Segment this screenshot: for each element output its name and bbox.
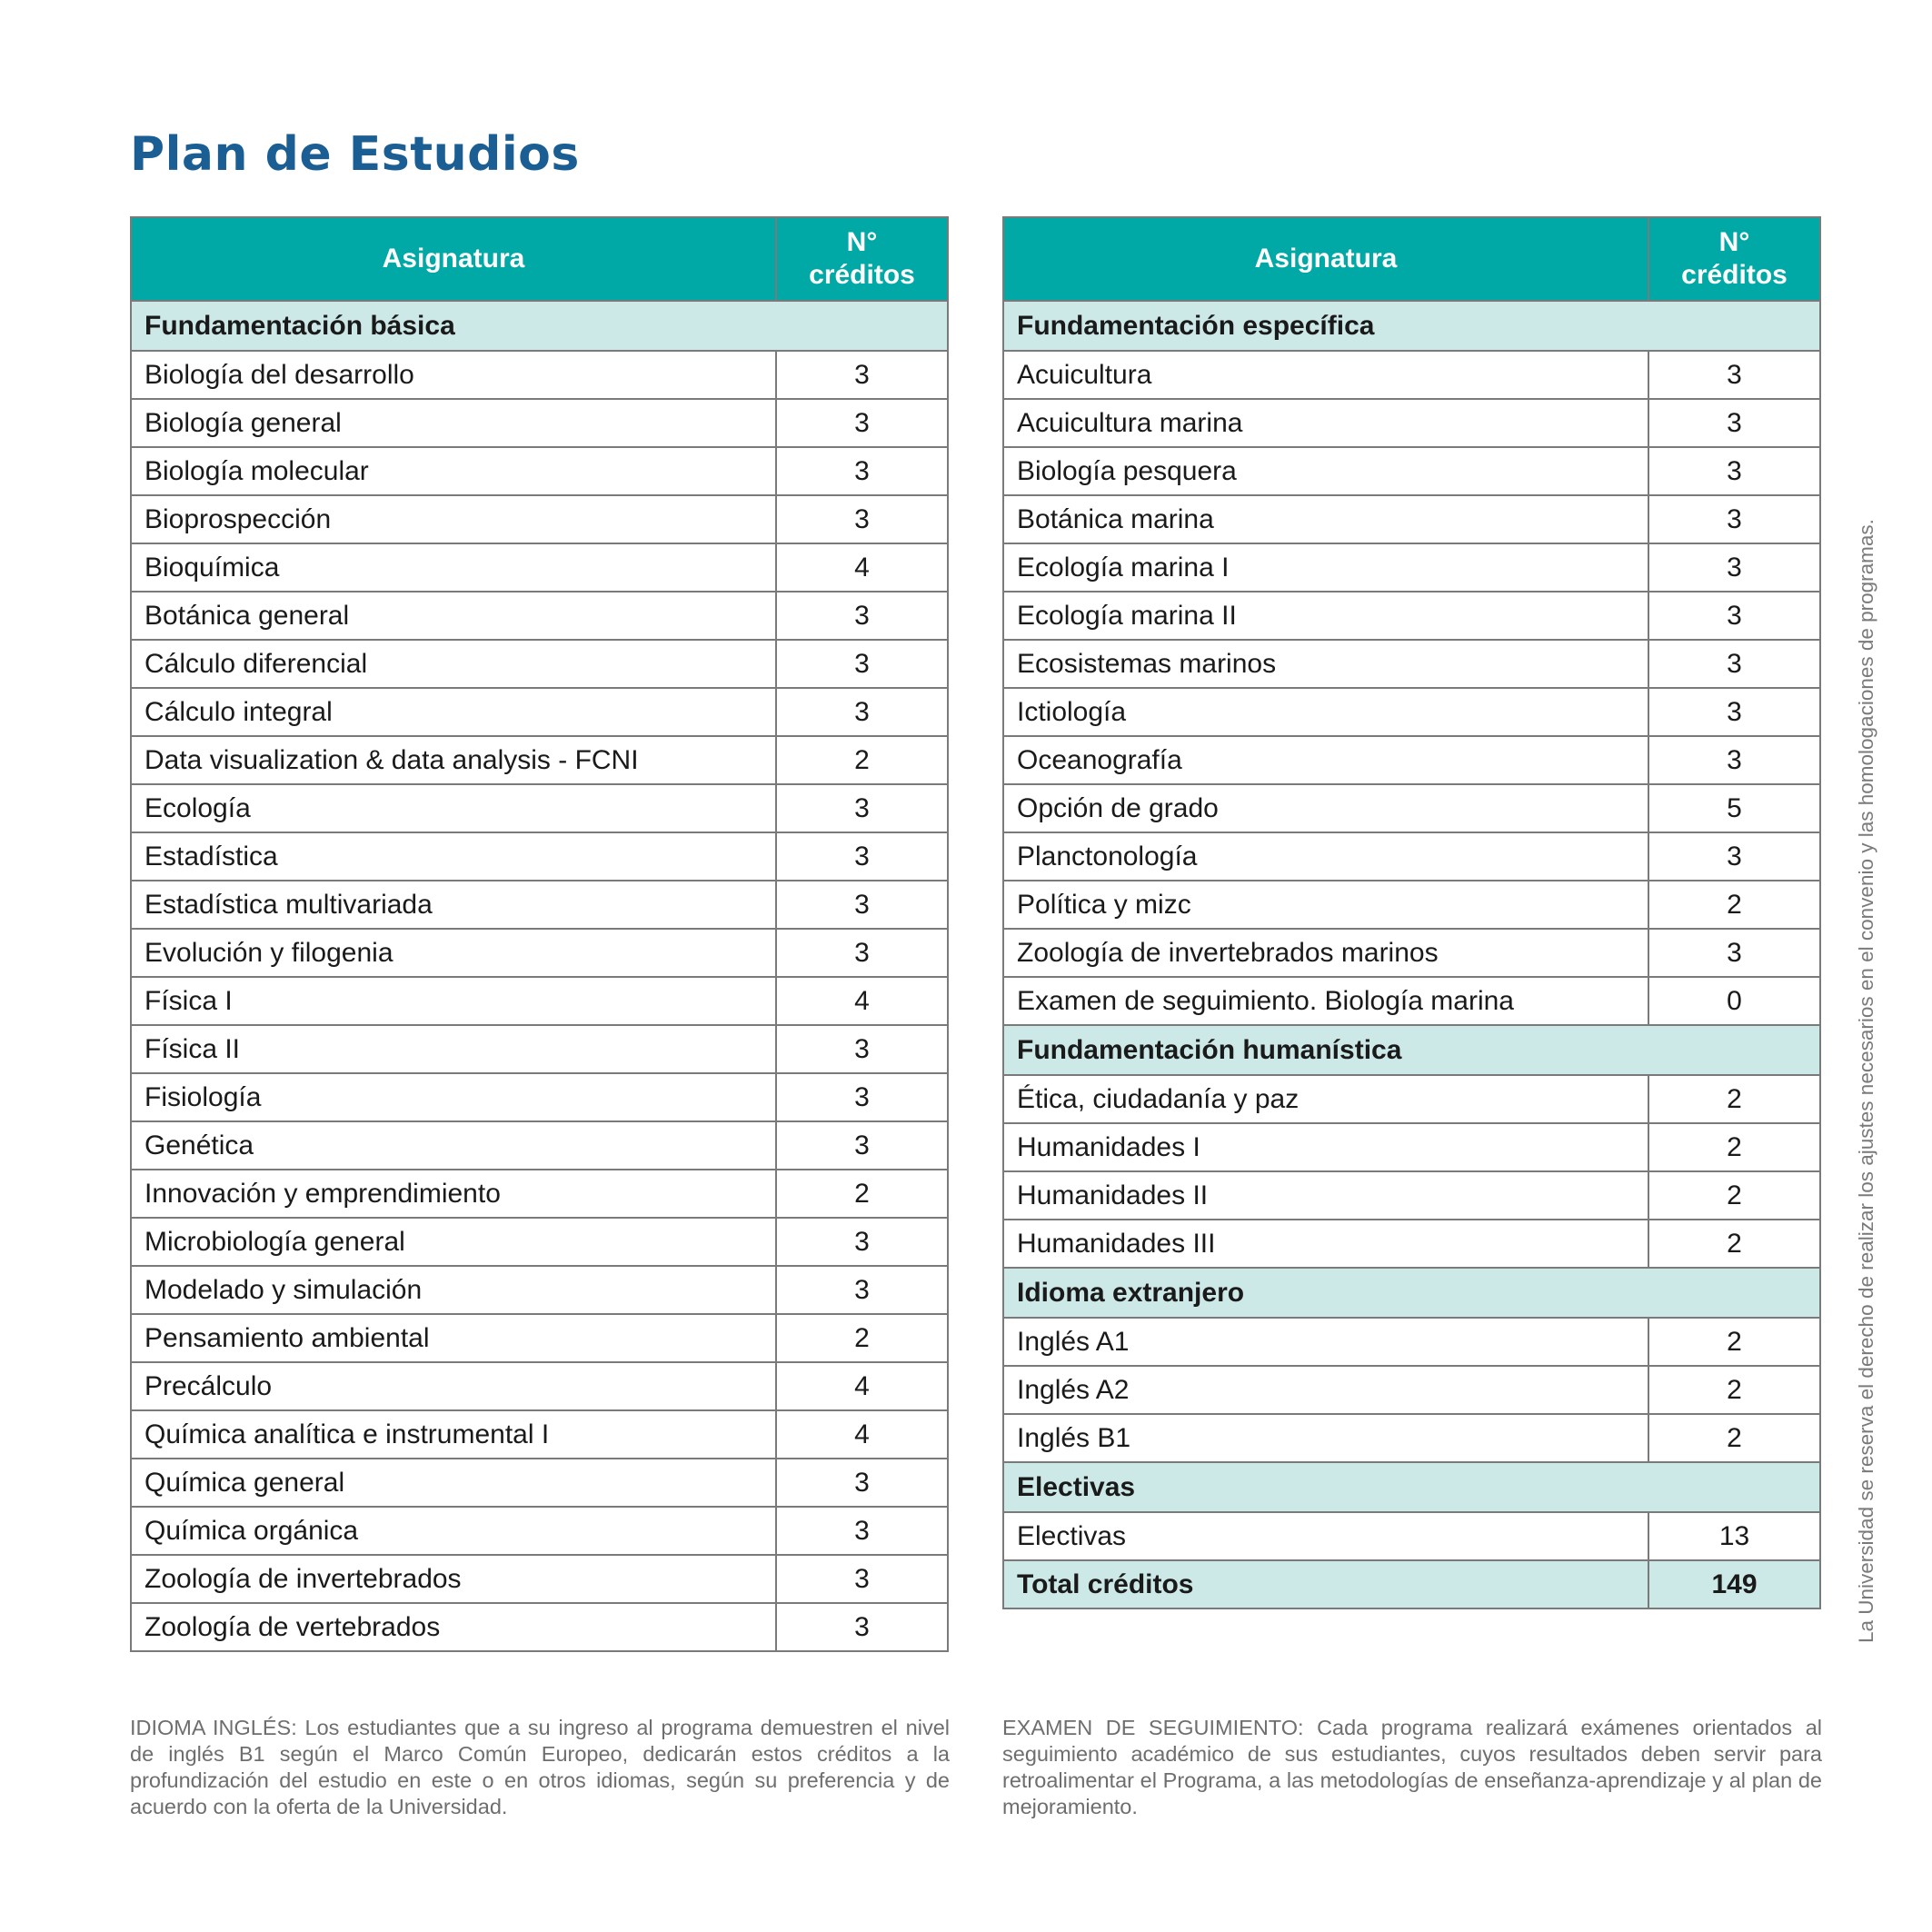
table-row [131, 832, 948, 881]
credits-cell: 3 [776, 592, 948, 640]
credits-cell: 2 [776, 1314, 948, 1362]
subject-cell: Ecología marina I [1003, 543, 1648, 592]
credits-cell: 3 [1648, 640, 1820, 688]
table-row [131, 784, 948, 832]
table-row [1003, 784, 1820, 832]
subject-cell: Examen de seguimiento. Biología marina [1003, 977, 1648, 1025]
subject-cell: Data visualization & data analysis - FCNI [131, 736, 776, 784]
credits-column-header [1648, 217, 1820, 301]
table-row [1003, 1075, 1820, 1123]
section-row [1003, 301, 1820, 351]
credits-cell: 3 [776, 640, 948, 688]
subject-cell: Planctonología [1003, 832, 1648, 881]
credits-cell: 3 [1648, 351, 1820, 399]
table-row [131, 1025, 948, 1073]
table-row [1003, 1414, 1820, 1462]
table-row [1003, 447, 1820, 495]
credits-cell: 3 [776, 1507, 948, 1555]
credits-cell: 5 [1648, 784, 1820, 832]
subject-cell: Biología del desarrollo [131, 351, 776, 399]
table-row [131, 1266, 948, 1314]
credits-cell: 2 [776, 1170, 948, 1218]
credits-cell: 3 [776, 1073, 948, 1121]
section-title: Fundamentación humanística [1003, 1025, 1820, 1075]
credits-cell: 3 [1648, 495, 1820, 543]
subject-cell: Política y mizc [1003, 881, 1648, 929]
subject-cell: Cálculo integral [131, 688, 776, 736]
subject-cell: Precálculo [131, 1362, 776, 1410]
subject-cell: Zoología de vertebrados [131, 1603, 776, 1651]
subject-cell: Bioquímica [131, 543, 776, 592]
table-row [1003, 1318, 1820, 1366]
table-row [131, 1170, 948, 1218]
subject-cell: Electivas [1003, 1512, 1648, 1560]
subject-cell: Fisiología [131, 1073, 776, 1121]
table-header-row [131, 217, 948, 301]
subject-cell: Innovación y emprendimiento [131, 1170, 776, 1218]
table-row [1003, 351, 1820, 399]
subject-cell: Ecología [131, 784, 776, 832]
credits-cell: 3 [1648, 447, 1820, 495]
section-row [1003, 1462, 1820, 1512]
table-row [131, 640, 948, 688]
subject-column-header: Asignatura [131, 217, 776, 301]
credits-cell: 2 [1648, 1220, 1820, 1268]
credits-cell: 2 [1648, 1171, 1820, 1220]
table-row [131, 977, 948, 1025]
subject-cell: Biología pesquera [1003, 447, 1648, 495]
credits-cell: 3 [776, 1266, 948, 1314]
credits-cell: 4 [776, 1410, 948, 1459]
subject-cell: Pensamiento ambiental [131, 1314, 776, 1362]
credits-header-line2: créditos [1681, 260, 1788, 290]
subject-cell: Cálculo diferencial [131, 640, 776, 688]
table-row [131, 1507, 948, 1555]
subject-cell: Botánica marina [1003, 495, 1648, 543]
credits-cell: 3 [776, 881, 948, 929]
credits-cell: 3 [776, 495, 948, 543]
table-row [131, 592, 948, 640]
subject-cell: Genética [131, 1121, 776, 1170]
credits-cell: 2 [1648, 1414, 1820, 1462]
table-row [131, 495, 948, 543]
subject-cell: Acuicultura [1003, 351, 1648, 399]
table-row [131, 1314, 948, 1362]
right-curriculum-table [1002, 216, 1821, 1609]
section-title: Electivas [1003, 1462, 1820, 1512]
table-row [131, 399, 948, 447]
credits-cell: 3 [776, 1025, 948, 1073]
table-row [131, 351, 948, 399]
subject-cell: Ecosistemas marinos [1003, 640, 1648, 688]
credits-cell: 4 [776, 543, 948, 592]
subject-cell: Ética, ciudadanía y paz [1003, 1075, 1648, 1123]
credits-cell: 0 [1648, 977, 1820, 1025]
subject-cell: Zoología de invertebrados [131, 1555, 776, 1603]
subject-cell: Modelado y simulación [131, 1266, 776, 1314]
credits-cell: 3 [1648, 929, 1820, 977]
credits-cell: 3 [776, 1459, 948, 1507]
credits-cell: 3 [776, 832, 948, 881]
subject-cell: Biología molecular [131, 447, 776, 495]
subject-cell: Inglés B1 [1003, 1414, 1648, 1462]
table-row [131, 1073, 948, 1121]
credits-cell: 2 [776, 736, 948, 784]
credits-cell: 3 [1648, 688, 1820, 736]
credits-header-line1: N° [1718, 227, 1750, 257]
subject-cell: Inglés A2 [1003, 1366, 1648, 1414]
credits-cell: 3 [776, 1603, 948, 1651]
subject-cell: Estadística [131, 832, 776, 881]
credits-cell: 3 [1648, 543, 1820, 592]
table-row [1003, 1366, 1820, 1414]
table-row [1003, 1171, 1820, 1220]
total-label: Total créditos [1003, 1560, 1648, 1608]
subject-cell: Zoología de invertebrados marinos [1003, 929, 1648, 977]
table-row [1003, 543, 1820, 592]
subject-cell: Química analítica e instrumental I [131, 1410, 776, 1459]
credits-column-header [776, 217, 948, 301]
subject-column-header: Asignatura [1003, 217, 1648, 301]
credits-cell: 3 [1648, 399, 1820, 447]
credits-cell: 3 [776, 1555, 948, 1603]
table-row [1003, 688, 1820, 736]
subject-cell: Física I [131, 977, 776, 1025]
table-row [1003, 1220, 1820, 1268]
subject-cell: Inglés A1 [1003, 1318, 1648, 1366]
table-row [131, 688, 948, 736]
total-row [1003, 1560, 1820, 1608]
subject-cell: Estadística multivariada [131, 881, 776, 929]
credits-cell: 3 [776, 399, 948, 447]
table-row [1003, 399, 1820, 447]
credits-cell: 3 [776, 929, 948, 977]
table-row [1003, 736, 1820, 784]
subject-cell: Ictiología [1003, 688, 1648, 736]
section-row [1003, 1025, 1820, 1075]
credits-cell: 3 [776, 1121, 948, 1170]
subject-cell: Biología general [131, 399, 776, 447]
subject-cell: Química general [131, 1459, 776, 1507]
credits-cell: 3 [776, 447, 948, 495]
table-row [131, 1603, 948, 1651]
section-row [131, 301, 948, 351]
table-row [131, 1218, 948, 1266]
subject-cell: Microbiología general [131, 1218, 776, 1266]
vertical-disclaimer: La Universidad se reserva el derecho de realizar los ajustes necesarios en el convenio y las homologaciones de programas. [1855, 519, 1877, 1643]
subject-cell: Humanidades II [1003, 1171, 1648, 1220]
table-row [1003, 1512, 1820, 1560]
subject-cell: Opción de grado [1003, 784, 1648, 832]
table-row [1003, 495, 1820, 543]
table-row [131, 543, 948, 592]
credits-cell: 3 [776, 784, 948, 832]
credits-header-line2: créditos [809, 260, 915, 290]
table-row [1003, 929, 1820, 977]
credits-cell: 2 [1648, 881, 1820, 929]
credits-cell: 2 [1648, 1123, 1820, 1171]
subject-cell: Ecología marina II [1003, 592, 1648, 640]
subject-cell: Física II [131, 1025, 776, 1073]
subject-cell: Humanidades III [1003, 1220, 1648, 1268]
table-row [1003, 881, 1820, 929]
credits-cell: 2 [1648, 1318, 1820, 1366]
credits-cell: 4 [776, 1362, 948, 1410]
credits-cell: 3 [1648, 736, 1820, 784]
section-row [1003, 1268, 1820, 1318]
credits-cell: 2 [1648, 1075, 1820, 1123]
subject-cell: Botánica general [131, 592, 776, 640]
section-title: Fundamentación específica [1003, 301, 1820, 351]
credits-cell: 13 [1648, 1512, 1820, 1560]
subject-cell: Evolución y filogenia [131, 929, 776, 977]
table-row [1003, 592, 1820, 640]
section-title: Fundamentación básica [131, 301, 948, 351]
table-row [1003, 832, 1820, 881]
subject-cell: Oceanografía [1003, 736, 1648, 784]
table-row [1003, 1123, 1820, 1171]
credits-cell: 3 [776, 1218, 948, 1266]
table-row [131, 1555, 948, 1603]
table-row [131, 1362, 948, 1410]
table-row [1003, 977, 1820, 1025]
subject-cell: Acuicultura marina [1003, 399, 1648, 447]
left-curriculum-table [130, 216, 949, 1652]
table-row [131, 1410, 948, 1459]
credits-cell: 2 [1648, 1366, 1820, 1414]
english-language-note: IDIOMA INGLÉS: Los estudiantes que a su ingreso al programa demuestren el nivel de inglés B1 según el Marco Común Europeo, dedicarán estos créditos a la profundización del estudio en este o en otros idiomas, según su preferencia y de acuerdo con la oferta de la Universidad. [130, 1716, 950, 1818]
credits-cell: 3 [776, 688, 948, 736]
credits-cell: 3 [776, 351, 948, 399]
table-row [131, 447, 948, 495]
credits-header-line1: N° [846, 227, 878, 257]
credits-cell: 3 [1648, 832, 1820, 881]
table-row [131, 881, 948, 929]
table-row [1003, 640, 1820, 688]
credits-cell: 4 [776, 977, 948, 1025]
table-row [131, 736, 948, 784]
table-header-row [1003, 217, 1820, 301]
total-value: 149 [1648, 1560, 1820, 1608]
table-row [131, 929, 948, 977]
table-row [131, 1459, 948, 1507]
section-title: Idioma extranjero [1003, 1268, 1820, 1318]
subject-cell: Química orgánica [131, 1507, 776, 1555]
page-title: Plan de Estudios [130, 127, 580, 182]
table-row [131, 1121, 948, 1170]
subject-cell: Bioprospección [131, 495, 776, 543]
follow-up-exam-note: EXAMEN DE SEGUIMIENTO: Cada programa realizará exámenes orientados al seguimiento académico de sus estudiantes, cuyos resultados deben servir para retroalimentar el Programa, a las metodologías de enseñanza-aprendizaje y al plan de mejoramiento. [1002, 1716, 1822, 1818]
credits-cell: 3 [1648, 592, 1820, 640]
subject-cell: Humanidades I [1003, 1123, 1648, 1171]
